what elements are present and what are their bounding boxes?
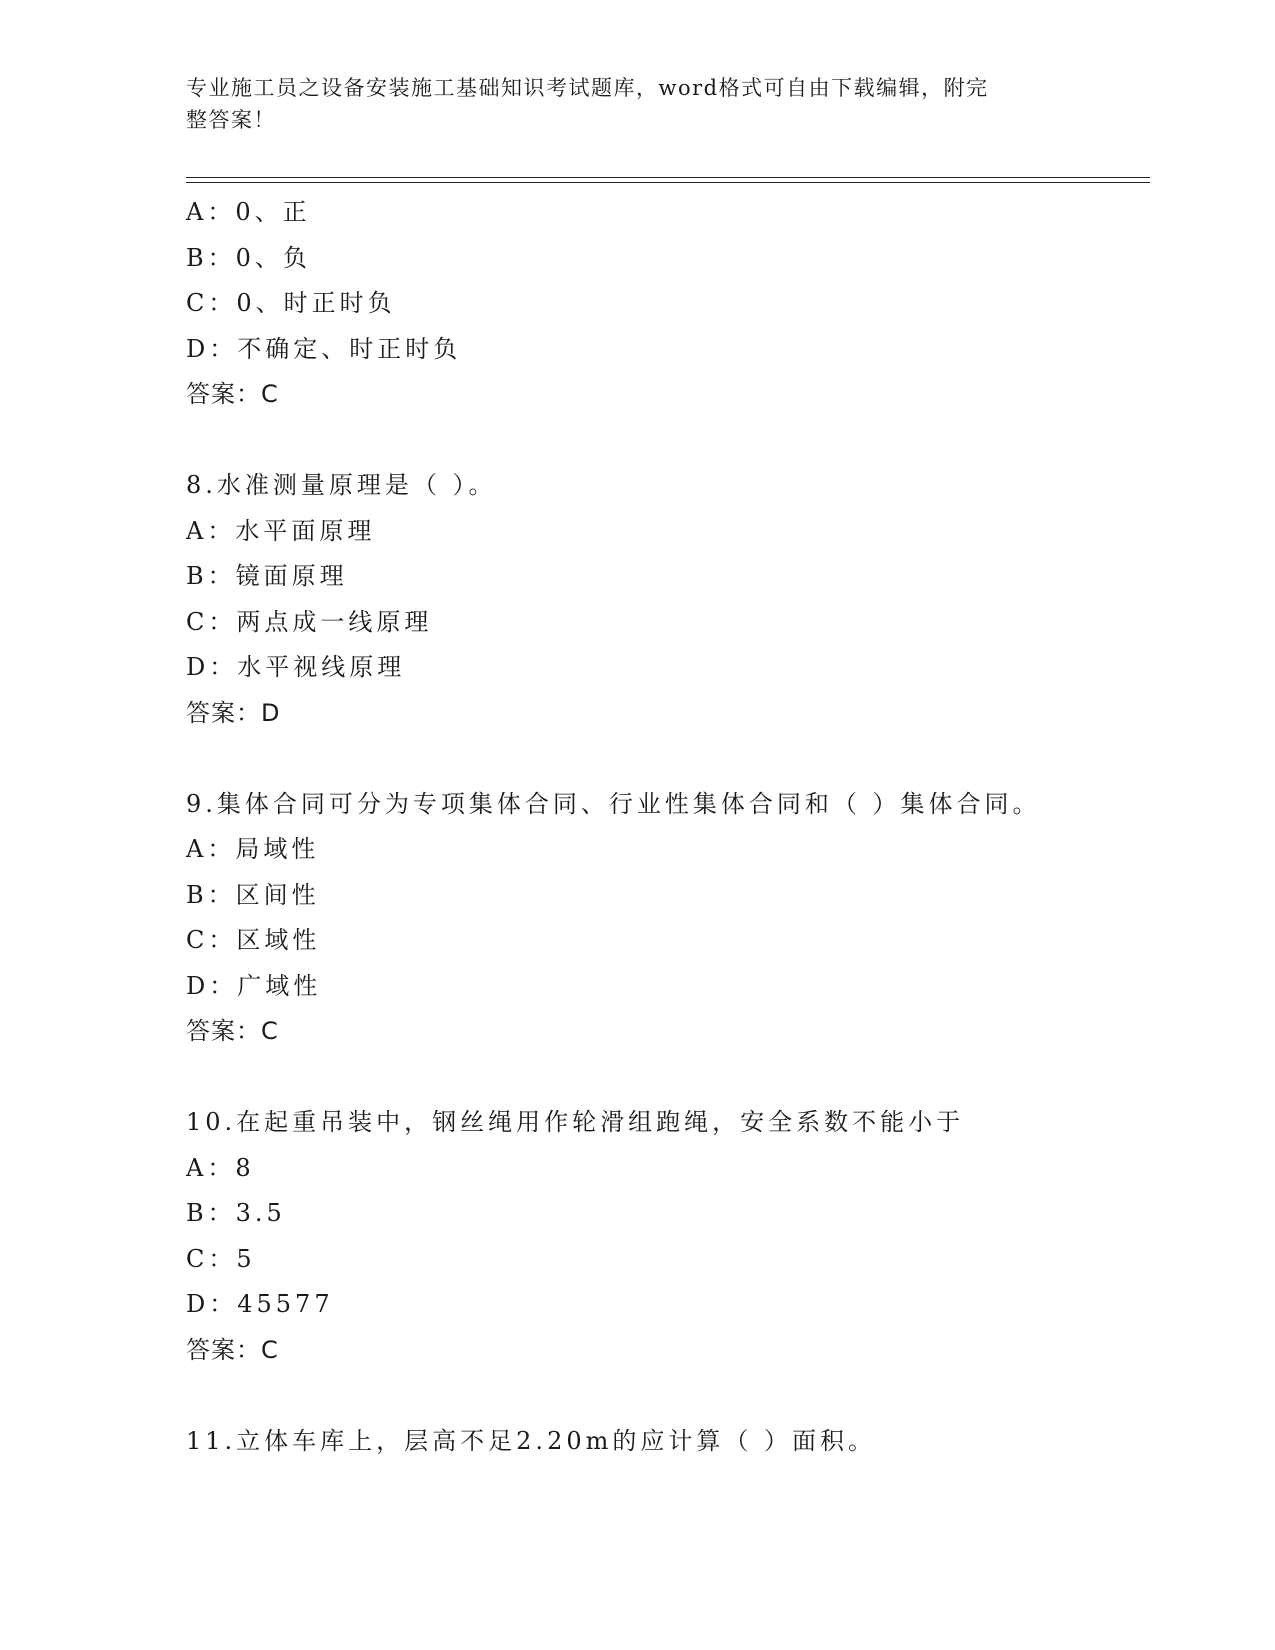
header-rule-bottom bbox=[186, 182, 1150, 183]
option-b: B：区间性 bbox=[186, 880, 320, 909]
header-title-line-2: 整答案！ bbox=[186, 108, 276, 132]
answer-line: 答案：C bbox=[186, 1335, 279, 1364]
option-a: A：局域性 bbox=[186, 835, 320, 863]
answer-line: 答案：C bbox=[186, 380, 279, 408]
block-spacer bbox=[186, 1373, 1146, 1419]
option-c: C：5 bbox=[186, 1244, 256, 1273]
option-c: C：区域性 bbox=[186, 926, 321, 954]
question-text: 8.水准测量原理是（ ）。 bbox=[186, 471, 497, 499]
question-block-11 bbox=[186, 1419, 1146, 1465]
option-d: D：水平视线原理 bbox=[186, 653, 406, 681]
option-b: B：镜面原理 bbox=[186, 562, 348, 590]
header-title-line-1: 专业施工员之设备安装施工基础知识考试题库，word格式可自由下载编辑，附完 bbox=[186, 76, 989, 100]
question-block-9 bbox=[186, 782, 1146, 1055]
question-block-7 bbox=[186, 190, 1146, 418]
answer-line: 答案：C bbox=[186, 1017, 279, 1045]
question-text: 11.立体车库上，层高不足2.20m的应计算（ ）面积。 bbox=[186, 1426, 876, 1455]
option-d: D：不确定、时正时负 bbox=[186, 334, 462, 363]
answer-line: 答案：D bbox=[186, 698, 281, 727]
question-block-10 bbox=[186, 1100, 1146, 1373]
header-rule-top bbox=[186, 177, 1150, 178]
option-b: B：3.5 bbox=[186, 1199, 286, 1227]
block-spacer bbox=[186, 418, 1146, 464]
option-b: B：0、负 bbox=[186, 243, 311, 272]
document-header bbox=[186, 72, 1066, 136]
option-c: C：两点成一线原理 bbox=[186, 607, 433, 636]
block-spacer bbox=[186, 736, 1146, 782]
question-text: 10.在起重吊装中，钢丝绳用作轮滑组跑绳，安全系数不能小于 bbox=[186, 1108, 965, 1136]
option-d: D：广域性 bbox=[186, 971, 322, 1000]
option-a: A：0、正 bbox=[186, 198, 311, 226]
question-block-8 bbox=[186, 463, 1146, 736]
question-list bbox=[186, 190, 1146, 1464]
option-a: A：水平面原理 bbox=[186, 516, 376, 545]
option-d: D：45577 bbox=[186, 1290, 334, 1318]
block-spacer bbox=[186, 1055, 1146, 1101]
question-text: 9.集体合同可分为专项集体合同、行业性集体合同和（ ）集体合同。 bbox=[186, 789, 1041, 818]
option-c: C：0、时正时负 bbox=[186, 289, 396, 317]
option-a: A：8 bbox=[186, 1153, 255, 1182]
